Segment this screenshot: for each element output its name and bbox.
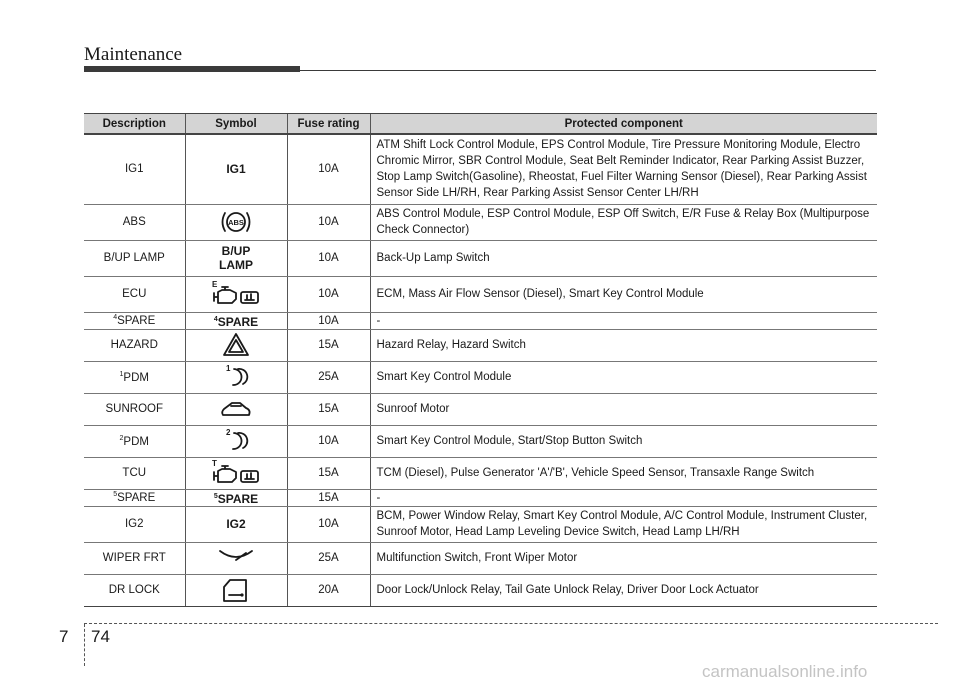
footnote-marker: 1 [119, 370, 124, 378]
page-number: 74 [91, 627, 110, 646]
symbol-text [226, 517, 245, 531]
pdm-icon-label: 2 [226, 428, 231, 437]
description-text: B/UP LAMP [103, 252, 165, 264]
fuse-rating-cell: 10A [287, 425, 370, 457]
description-cell [84, 425, 185, 457]
symbol-text [226, 162, 245, 176]
description-cell [84, 276, 185, 312]
table-header-row [84, 114, 877, 135]
description-cell [84, 489, 185, 506]
fuse-table [84, 113, 877, 607]
footnote-marker: 4 [113, 314, 118, 321]
table-row [84, 361, 877, 393]
description-text: WIPER FRT [102, 552, 166, 564]
description-text: SUNROOF [105, 403, 163, 415]
protected-component-cell: Sunroof Motor [370, 393, 877, 425]
description-text: HAZARD [110, 339, 158, 351]
description-cell [84, 312, 185, 329]
hazard-icon [208, 330, 264, 360]
fuse-rating-cell: 15A [287, 457, 370, 489]
abs-icon-label: ABS [228, 218, 244, 227]
description-text: PDM [123, 371, 149, 384]
fuse-rating-cell: 10A [287, 134, 370, 204]
protected-component-cell: Multifunction Switch, Front Wiper Motor [370, 542, 877, 574]
door-lock-icon [208, 575, 264, 605]
protected-component-cell: ECM, Mass Air Flow Sensor (Diesel), Smart Key Control Module [370, 276, 877, 312]
table-row [84, 393, 877, 425]
description-cell [84, 240, 185, 276]
symbol-cell [185, 574, 287, 606]
symbol-cell [185, 312, 287, 329]
fuse-rating-cell: 10A [287, 240, 370, 276]
symbol-cell [185, 542, 287, 574]
description-text: IG2 [124, 518, 144, 530]
symbol-cell [185, 425, 287, 457]
engine-ecu-icon [208, 279, 264, 309]
fuse-rating-cell: 25A [287, 361, 370, 393]
protected-component-cell: ATM Shift Lock Control Module, EPS Control Module, Tire Pressure Monitoring Module, Electro Chromic Mirror, SBR Control Module, Seat Belt Reminder Indicator, Rear Parking Assist Buzzer, Stop Lamp Switch(Gasoline), Rheostat, Fuel Filter Warning Sensor (Diesel), Rear Parking Assist Sensor Side LH/RH, Rear Parking Assist Sensor Center LH/RH [370, 134, 877, 204]
column-header: Symbol [185, 114, 287, 135]
protected-component-cell: Door Lock/Unlock Relay, Tail Gate Unlock Relay, Driver Door Lock Actuator [370, 574, 877, 606]
column-header: Description [84, 114, 185, 135]
symbol-label: IG2 [226, 517, 246, 531]
symbol-label: SPARE [217, 491, 259, 506]
fuse-rating-cell: 10A [287, 276, 370, 312]
symbol-label: B/UP LAMP [219, 244, 253, 272]
symbol-cell [185, 240, 287, 276]
fuse-rating-cell: 15A [287, 329, 370, 361]
table-row [84, 329, 877, 361]
table-row [84, 574, 877, 606]
fuse-rating-cell: 25A [287, 542, 370, 574]
description-cell [84, 574, 185, 606]
protected-component-cell: Back-Up Lamp Switch [370, 240, 877, 276]
fuse-rating-cell: 10A [287, 204, 370, 240]
description-text: TCU [122, 467, 147, 479]
symbol-cell [185, 276, 287, 312]
fuse-rating-cell: 20A [287, 574, 370, 606]
fuse-table-body [84, 134, 877, 606]
table-row [84, 312, 877, 329]
symbol-cell [185, 204, 287, 240]
table-row [84, 542, 877, 574]
symbol-cell [185, 134, 287, 204]
symbol-label: IG1 [226, 162, 246, 177]
wiper-icon [208, 543, 264, 573]
symbol-cell [185, 489, 287, 506]
description-cell [84, 506, 185, 542]
table-row [84, 134, 877, 204]
table-row [84, 425, 877, 457]
sunroof-icon [208, 394, 264, 424]
description-cell [84, 134, 185, 204]
watermark: carmanualsonline.info [702, 662, 868, 681]
protected-component-cell: - [370, 312, 877, 329]
page-title: Maintenance [84, 44, 183, 65]
description-cell [84, 393, 185, 425]
table-row [84, 506, 877, 542]
description-cell [84, 329, 185, 361]
protected-component-cell: Smart Key Control Module [370, 361, 877, 393]
table-row [84, 276, 877, 312]
pdm-icon [208, 362, 264, 392]
symbol-cell [185, 329, 287, 361]
description-text: SPARE [117, 315, 156, 327]
pdm-icon-label: 1 [226, 364, 231, 373]
table-row [84, 457, 877, 489]
footer-divider [84, 624, 85, 666]
chapter-number: 7 [59, 627, 69, 646]
table-row [84, 204, 877, 240]
pdm-icon [208, 426, 264, 456]
engine-tcu-icon [208, 458, 264, 488]
protected-component-cell: ABS Control Module, ESP Control Module, ESP Off Switch, E/R Fuse & Relay Box (Multipurpose Check Connector) [370, 204, 877, 240]
symbol-label: SPARE [217, 314, 259, 329]
protected-component-cell: Smart Key Control Module, Start/Stop Button Switch [370, 425, 877, 457]
symbol-cell [185, 361, 287, 393]
header-bar [84, 66, 300, 72]
footnote-marker: 2 [119, 434, 124, 442]
footnote-marker: 4 [213, 315, 218, 323]
description-cell [84, 204, 185, 240]
abs-icon [208, 207, 264, 237]
symbol-text [214, 490, 258, 506]
description-text: ABS [122, 216, 146, 228]
footnote-marker: 5 [213, 492, 218, 500]
symbol-cell [185, 393, 287, 425]
table-row [84, 240, 877, 276]
column-header: Fuse rating [287, 114, 370, 135]
protected-component-cell: BCM, Power Window Relay, Smart Key Control Module, A/C Control Module, Instrument Cluster, Sunroof Motor, Head Lamp Leveling Device Switch, Head Lamp LH/RH [370, 506, 877, 542]
symbol-text [214, 313, 258, 329]
description-cell [84, 457, 185, 489]
fuse-rating-cell: 15A [287, 393, 370, 425]
footnote-marker: 5 [113, 491, 118, 498]
protected-component-cell: TCM (Diesel), Pulse Generator 'A'/'B', Vehicle Speed Sensor, Transaxle Range Switch [370, 457, 877, 489]
table-row [84, 489, 877, 506]
footer-rule [84, 623, 938, 624]
symbol-cell [185, 457, 287, 489]
column-header: Protected component [370, 114, 877, 135]
description-text: IG1 [124, 163, 144, 176]
protected-component-cell: Hazard Relay, Hazard Switch [370, 329, 877, 361]
fuse-rating-cell: 10A [287, 506, 370, 542]
description-text: ECU [122, 288, 147, 300]
description-cell [84, 542, 185, 574]
description-text: DR LOCK [108, 584, 160, 596]
fuse-rating-cell: 15A [287, 489, 370, 506]
fuse-rating-cell: 10A [287, 312, 370, 329]
engine-tcu-icon-label: T [212, 459, 217, 468]
symbol-text [219, 244, 253, 272]
description-cell [84, 361, 185, 393]
description-text: SPARE [117, 492, 156, 504]
header-rule [300, 70, 876, 71]
protected-component-cell: - [370, 489, 877, 506]
description-text: PDM [123, 435, 149, 448]
engine-ecu-icon-label: E [212, 280, 218, 289]
symbol-cell [185, 506, 287, 542]
